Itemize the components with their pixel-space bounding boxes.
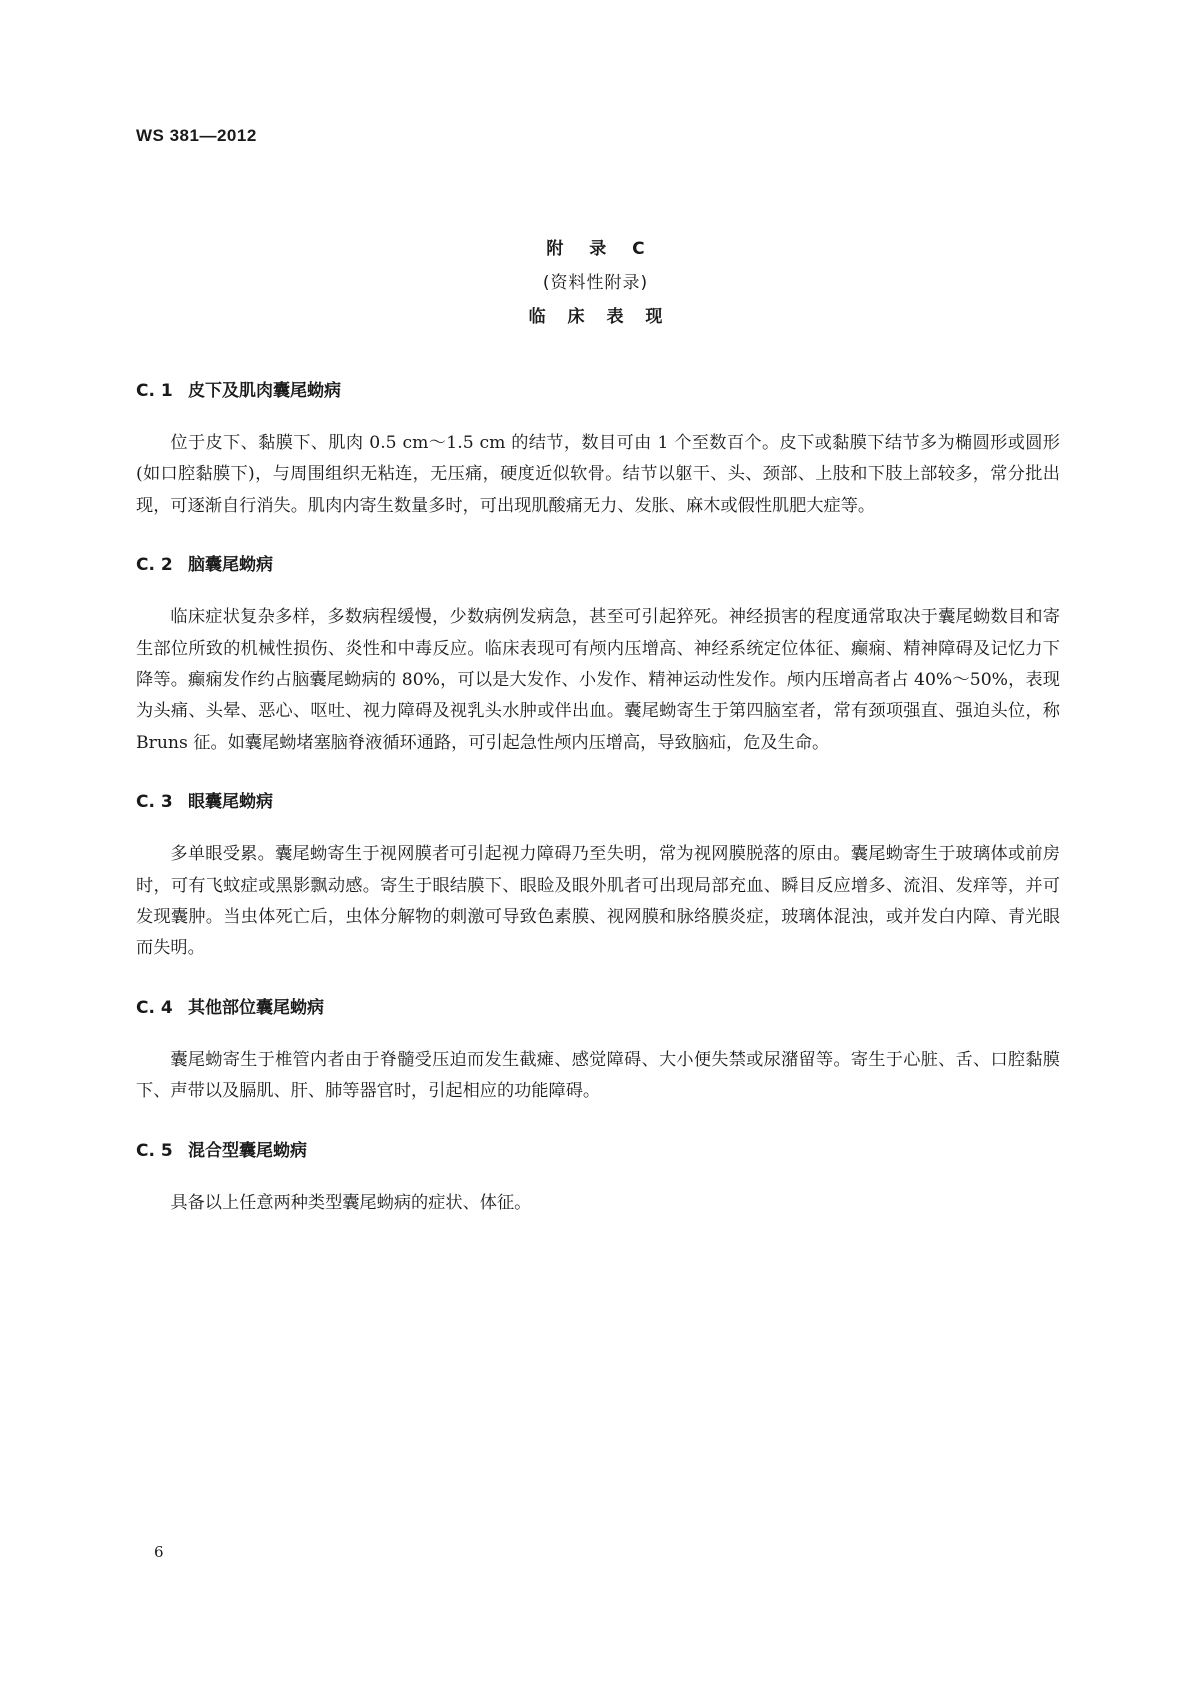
section-paragraph: 临床症状复杂多样，多数病程缓慢，少数病例发病急，甚至可引起猝死。神经损害的程度通常取决于囊尾蚴数目和寄生部位所致的机械性损伤、炎性和中毒反应。临床表现可有颅内压增高、神经系统定位体征、癫痫、精神障碍及记忆力下降等。癫痫发作约占脑囊尾蚴病的 80%，可以是大发作、小发作、精神运动性发作。颅内压增高者占 40%～50%，表现为头痛、头晕、恶心、呕吐、视力障碍及视乳头水肿或伴出血。囊尾蚴寄生于第四脑室者，常有颈项强直、强迫头位，称 Bruns 征。如囊尾蚴堵塞脑脊液循环通路，可引起急性颅内压增高，导致脑疝，危及生命。 [136, 607, 1060, 753]
annex-type: (资料性附录) [542, 273, 649, 293]
section-c3 [136, 787, 1060, 965]
standard-code: WS 381—2012 [136, 126, 257, 145]
document-body [136, 376, 1060, 1247]
section-title: 其他部位囊尾蚴病 [188, 997, 324, 1018]
section-paragraph: 位于皮下、黏膜下、肌肉 0.5 cm～1.5 cm 的结节，数目可由 1 个至数百个。皮下或黏膜下结节多为椭圆形或圆形(如口腔黏膜下)，与周围组织无粘连，无压痛，硬度近似软骨。结节以躯干、头、颈部、上肢和下肢上部较多，常分批出现，可逐渐自行消失。肌肉内寄生数量多时，可出现肌酸痛无力、发胀、麻木或假性肌肥大症等。 [136, 433, 1060, 516]
section-number: C. 2 [136, 555, 173, 576]
section-c5 [136, 1136, 1060, 1219]
section-paragraph: 囊尾蚴寄生于椎管内者由于脊髓受压迫而发生截瘫、感觉障碍、大小便失禁或尿潴留等。寄生于心脏、舌、口腔黏膜下、声带以及膈肌、肝、肺等器官时，引起相应的功能障碍。 [136, 1049, 1060, 1102]
section-heading [136, 1136, 1060, 1166]
page-number: 6 [154, 1543, 164, 1561]
section-heading [136, 376, 1060, 406]
section-title: 脑囊尾蚴病 [188, 555, 273, 576]
section-number: C. 1 [136, 381, 173, 401]
section-number: C. 4 [136, 997, 173, 1018]
section-c1 [136, 376, 1060, 522]
section-title: 皮下及肌肉囊尾蚴病 [188, 381, 341, 401]
section-number: C. 3 [136, 792, 173, 813]
section-c2 [136, 550, 1060, 759]
section-heading [136, 993, 1060, 1023]
section-heading [136, 550, 1060, 580]
annex-heading [0, 232, 1191, 334]
section-title: 混合型囊尾蚴病 [188, 1140, 307, 1161]
section-c4 [136, 993, 1060, 1108]
annex-title: 附 录 C [546, 239, 655, 259]
section-paragraph: 多单眼受累。囊尾蚴寄生于视网膜者可引起视力障碍乃至失明，常为视网膜脱落的原由。囊尾蚴寄生于玻璃体或前房时，可有飞蚊症或黑影飘动感。寄生于眼结膜下、眼睑及眼外肌者可出现局部充血、瞬目反应增多、流泪、发痒等，并可发现囊肿。当虫体死亡后，虫体分解物的刺激可导致色素膜、视网膜和脉络膜炎症，玻璃体混浊，或并发白内障、青光眼而失明。 [136, 844, 1060, 959]
section-heading [136, 787, 1060, 817]
section-paragraph: 具备以上任意两种类型囊尾蚴病的症状、体征。 [170, 1192, 532, 1213]
section-number: C. 5 [136, 1140, 173, 1161]
annex-name: 临 床 表 现 [528, 307, 671, 327]
section-title: 眼囊尾蚴病 [188, 792, 273, 813]
